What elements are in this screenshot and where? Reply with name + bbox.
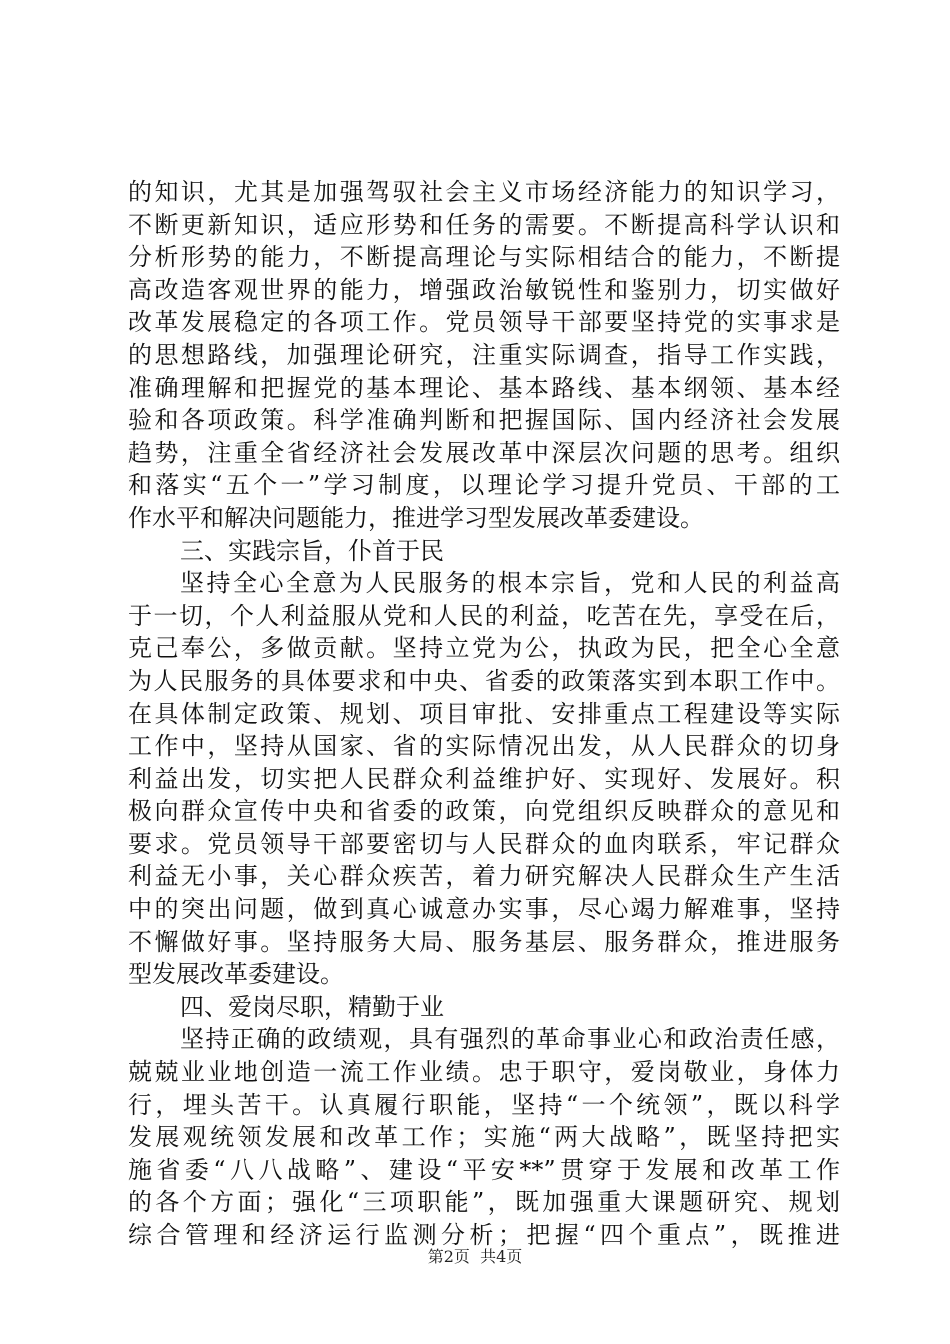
paragraph-line: 准确理解和把握党的基本理论、基本路线、基本纲领、基本经 xyxy=(128,373,840,402)
paragraph-line: 作水平和解决问题能力，推进学习型发展改革委建设。 xyxy=(128,503,704,532)
paragraph-line: 中的突出问题，做到真心诚意办实事，尽心竭力解难事，坚持 xyxy=(128,895,840,924)
paragraph-line: 的知识，尤其是加强驾驭社会主义市场经济能力的知识学习， xyxy=(128,178,840,206)
paragraph-line: 利益无小事，关心群众疾苦，着力研究解决人民群众生产生活 xyxy=(128,862,840,891)
paragraph-line: 于一切，个人利益服从党和人民的利益，吃苦在先，享受在后， xyxy=(128,601,840,630)
document-body xyxy=(128,176,840,1252)
paragraph-line: 不断更新知识，适应形势和任务的需要。不断提高科学认识和 xyxy=(128,210,840,239)
paragraph-line: 兢兢业业地创造一流工作业绩。忠于职守，爱岗敬业，身体力 xyxy=(128,1058,840,1087)
paragraph-line: 综合管理和经济运行监测分析；把握“四个重点”，既推进 xyxy=(128,1221,840,1249)
paragraph-line: 极向群众宣传中央和省委的政策，向党组织反映群众的意见和 xyxy=(128,797,840,826)
paragraph-line: 高改造客观世界的能力，增强政治敏锐性和鉴别力，切实做好 xyxy=(128,275,840,304)
paragraph-line: 改革发展稳定的各项工作。党员领导干部要坚持党的实事求是 xyxy=(128,308,840,337)
paragraph-line: 不懈做好事。坚持服务大局、服务基层、服务群众，推进服务 xyxy=(128,927,840,956)
section-heading: 四、爱岗尽职，精勤于业 xyxy=(180,992,444,1021)
paragraph-line: 型发展改革委建设。 xyxy=(128,960,344,989)
paragraph-line: 坚持全心全意为人民服务的根本宗旨，党和人民的利益高 xyxy=(180,569,840,598)
page-footer: 第2页 共4页 xyxy=(427,1247,523,1266)
paragraph-line: 要求。党员领导干部要密切与人民群众的血肉联系，牢记群众 xyxy=(128,829,840,858)
paragraph-line: 为人民服务的具体要求和中央、省委的政策落实到本职工作中。 xyxy=(128,666,840,695)
paragraph-line: 克己奉公，多做贡献。坚持立党为公，执政为民，把全心全意 xyxy=(128,634,840,663)
paragraph-line: 发展观统领发展和改革工作；实施“两大战略”，既坚持把实 xyxy=(128,1123,840,1152)
paragraph-line: 在具体制定政策、规划、项目审批、安排重点工程建设等实际 xyxy=(128,699,840,728)
paragraph-line: 坚持正确的政绩观，具有强烈的革命事业心和政治责任感， xyxy=(180,1025,840,1054)
paragraph-line: 利益出发，切实把人民群众利益维护好、实现好、发展好。积 xyxy=(128,764,840,793)
section-heading: 三、实践宗旨，仆首于民 xyxy=(180,536,444,565)
paragraph-line: 的各个方面；强化“三项职能”，既加强重大课题研究、规划 xyxy=(128,1188,840,1217)
paragraph-line: 和落实“五个一”学习制度，以理论学习提升党员、干部的工 xyxy=(128,471,840,500)
paragraph-line: 的思想路线，加强理论研究，注重实际调查，指导工作实践， xyxy=(128,340,840,369)
paragraph-line: 工作中，坚持从国家、省的实际情况出发，从人民群众的切身 xyxy=(128,732,840,761)
paragraph-line: 验和各项政策。科学准确判断和把握国际、国内经济社会发展 xyxy=(128,406,840,435)
paragraph-line: 行，埋头苦干。认真履行职能，坚持“一个统领”，既以科学 xyxy=(128,1090,840,1119)
paragraph-line: 趋势，注重全省经济社会发展改革中深层次问题的思考。组织 xyxy=(128,438,840,467)
paragraph-line: 分析形势的能力，不断提高理论与实际相结合的能力，不断提 xyxy=(128,243,840,272)
paragraph-line: 施省委“八八战略”、建设“平安**”贯穿于发展和改革工作 xyxy=(128,1155,840,1184)
